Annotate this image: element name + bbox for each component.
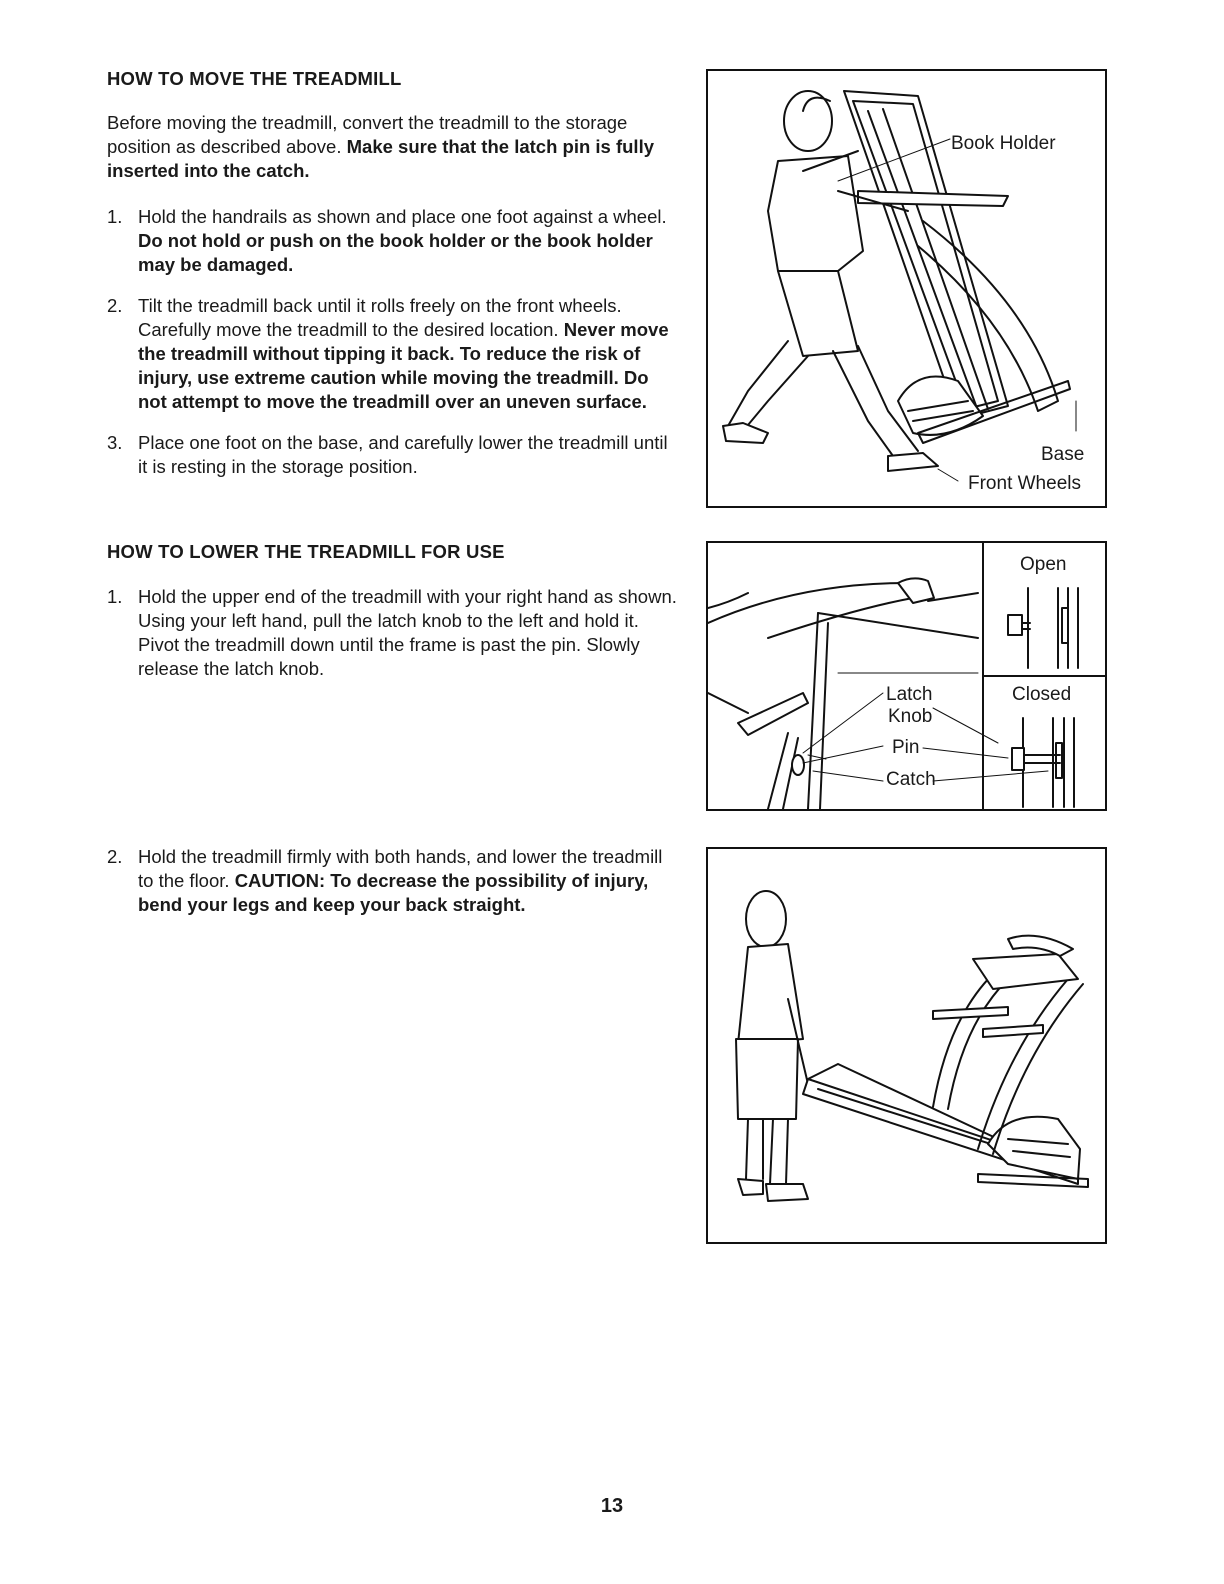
lower-steps-cont [107, 845, 677, 917]
page-number: 13 [600, 1495, 624, 1517]
label-catch: Catch [886, 769, 936, 790]
move-step-3: 3. Place one foot on the base, and carefully lower the treadmill until it is resting in the storage position. [107, 432, 668, 477]
lower-step-1: 1. Hold the upper end of the treadmill with your right hand as shown. Using your left hand, pull the latch knob to the left and hold it. Pivot the treadmill down until the frame is past the pin. Slowly release the latch knob. [107, 586, 677, 679]
label-base: Base [1041, 444, 1085, 465]
move-intro: Before moving the treadmill, convert the treadmill to the storage position as described above. Make sure that the latch pin is fully inserted into the catch. [107, 112, 654, 181]
figure-latch [706, 541, 1107, 811]
label-pin: Pin [892, 737, 920, 758]
move-section-title: HOW TO MOVE THE TREADMILL [107, 68, 402, 89]
label-front-wheels: Front Wheels [968, 473, 1081, 494]
label-knob: Knob [888, 706, 933, 727]
label-closed: Closed [1012, 684, 1072, 705]
latch-knob-icon [792, 755, 804, 775]
figure-move-treadmill [706, 69, 1107, 508]
move-section [107, 68, 677, 479]
move-steps [107, 205, 677, 479]
move-step-2: 2. Tilt the treadmill back until it rolls freely on the front wheels. Carefully move the treadmill to the desired location. Never move the treadmill without tipping it back. To reduce the risk of injury, use extreme caution while moving the treadmill. Do not attempt to move the treadmill over an uneven surface. [107, 295, 669, 412]
person-head-icon [746, 891, 786, 947]
label-open: Open [1020, 554, 1067, 575]
lower-section-title: HOW TO LOWER THE TREADMILL FOR USE [107, 541, 505, 562]
move-step-1: 1. Hold the handrails as shown and place one foot against a wheel. Do not hold or push on the book holder or the book holder may be damaged. [107, 206, 667, 275]
label-book-holder: Book Holder [951, 133, 1056, 154]
lower-step-2-block [107, 845, 677, 917]
lower-step-2: 2. Hold the treadmill firmly with both hands, and lower the treadmill to the floor. CAUTION: To decrease the possibility of injury, bend your legs and keep your back straight. [107, 846, 663, 915]
lower-steps [107, 585, 677, 681]
figure-lower-treadmill [706, 847, 1107, 1244]
lower-section [107, 541, 677, 681]
lower-illustration [708, 849, 1105, 1242]
label-latch: Latch [886, 684, 933, 705]
